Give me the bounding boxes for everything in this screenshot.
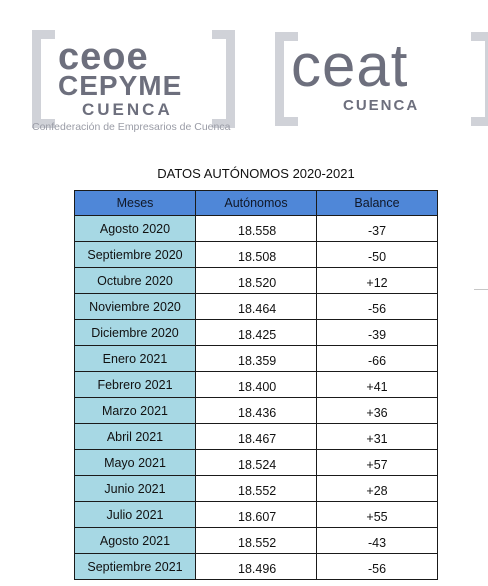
ceoe-caption: Confederación de Empresarios de Cuenca bbox=[32, 121, 231, 133]
month-cell: Abril 2021 bbox=[75, 424, 196, 450]
table-row bbox=[75, 476, 438, 502]
table-row bbox=[75, 502, 438, 528]
month-cell: Agosto 2021 bbox=[75, 528, 196, 554]
balance-cell: +57 bbox=[317, 450, 438, 476]
table-row bbox=[75, 294, 438, 320]
ceoe-cepyme-logo bbox=[32, 30, 231, 134]
table-row bbox=[75, 320, 438, 346]
table-row bbox=[75, 216, 438, 242]
logo-bracket-right bbox=[471, 32, 488, 126]
autonomos-cell: 18.552 bbox=[196, 476, 317, 502]
table-header-row bbox=[75, 191, 438, 216]
month-cell: Noviembre 2020 bbox=[75, 294, 196, 320]
autonomos-cell: 18.425 bbox=[196, 320, 317, 346]
document-title: DATOS AUTÓNOMOS 2020-2021 bbox=[157, 166, 355, 181]
month-cell: Octubre 2020 bbox=[75, 268, 196, 294]
month-cell: Febrero 2021 bbox=[75, 372, 196, 398]
balance-cell: +28 bbox=[317, 476, 438, 502]
table-row bbox=[75, 528, 438, 554]
stray-line bbox=[474, 289, 488, 290]
balance-cell: -43 bbox=[317, 528, 438, 554]
balance-cell: -50 bbox=[317, 242, 438, 268]
month-cell: Junio 2021 bbox=[75, 476, 196, 502]
autonomos-cell: 18.436 bbox=[196, 398, 317, 424]
month-cell: Enero 2021 bbox=[75, 346, 196, 372]
autonomos-cell: 18.520 bbox=[196, 268, 317, 294]
header-autonomos: Autónomos bbox=[196, 191, 317, 216]
balance-cell: -56 bbox=[317, 554, 438, 580]
cepyme-wordmark: CEPYME bbox=[58, 70, 183, 101]
table-row bbox=[75, 372, 438, 398]
balance-cell: +41 bbox=[317, 372, 438, 398]
ceoe-cuenca-wordmark: CUENCA bbox=[82, 100, 173, 119]
autonomos-cell: 18.359 bbox=[196, 346, 317, 372]
autonomos-cell: 18.467 bbox=[196, 424, 317, 450]
autonomos-table bbox=[74, 190, 438, 580]
balance-cell: +36 bbox=[317, 398, 438, 424]
month-cell: Diciembre 2020 bbox=[75, 320, 196, 346]
autonomos-cell: 18.552 bbox=[196, 528, 317, 554]
balance-cell: +55 bbox=[317, 502, 438, 528]
autonomos-cell: 18.607 bbox=[196, 502, 317, 528]
table-row bbox=[75, 554, 438, 580]
logo-bracket-left bbox=[32, 30, 55, 128]
month-cell: Marzo 2021 bbox=[75, 398, 196, 424]
autonomos-cell: 18.464 bbox=[196, 294, 317, 320]
table-row bbox=[75, 346, 438, 372]
table-row bbox=[75, 398, 438, 424]
month-cell: Mayo 2021 bbox=[75, 450, 196, 476]
autonomos-cell: 18.558 bbox=[196, 216, 317, 242]
ceat-wordmark: ceat bbox=[291, 32, 409, 99]
table-row bbox=[75, 424, 438, 450]
ceoe-wordmark: ceoe bbox=[58, 36, 149, 78]
logo-bracket-right bbox=[212, 30, 235, 128]
table-row bbox=[75, 268, 438, 294]
autonomos-cell: 18.400 bbox=[196, 372, 317, 398]
balance-cell: -56 bbox=[317, 294, 438, 320]
table-row bbox=[75, 450, 438, 476]
month-cell: Septiembre 2021 bbox=[75, 554, 196, 580]
month-cell: Julio 2021 bbox=[75, 502, 196, 528]
balance-cell: -37 bbox=[317, 216, 438, 242]
table-row bbox=[75, 242, 438, 268]
balance-cell: -66 bbox=[317, 346, 438, 372]
ceat-logo bbox=[275, 32, 485, 116]
balance-cell: +12 bbox=[317, 268, 438, 294]
autonomos-cell: 18.496 bbox=[196, 554, 317, 580]
month-cell: Septiembre 2020 bbox=[75, 242, 196, 268]
balance-cell: +31 bbox=[317, 424, 438, 450]
autonomos-cell: 18.508 bbox=[196, 242, 317, 268]
autonomos-cell: 18.524 bbox=[196, 450, 317, 476]
header-balance: Balance bbox=[317, 191, 438, 216]
ceat-cuenca-wordmark: CUENCA bbox=[343, 97, 420, 114]
month-cell: Agosto 2020 bbox=[75, 216, 196, 242]
balance-cell: -39 bbox=[317, 320, 438, 346]
header-meses: Meses bbox=[75, 191, 196, 216]
